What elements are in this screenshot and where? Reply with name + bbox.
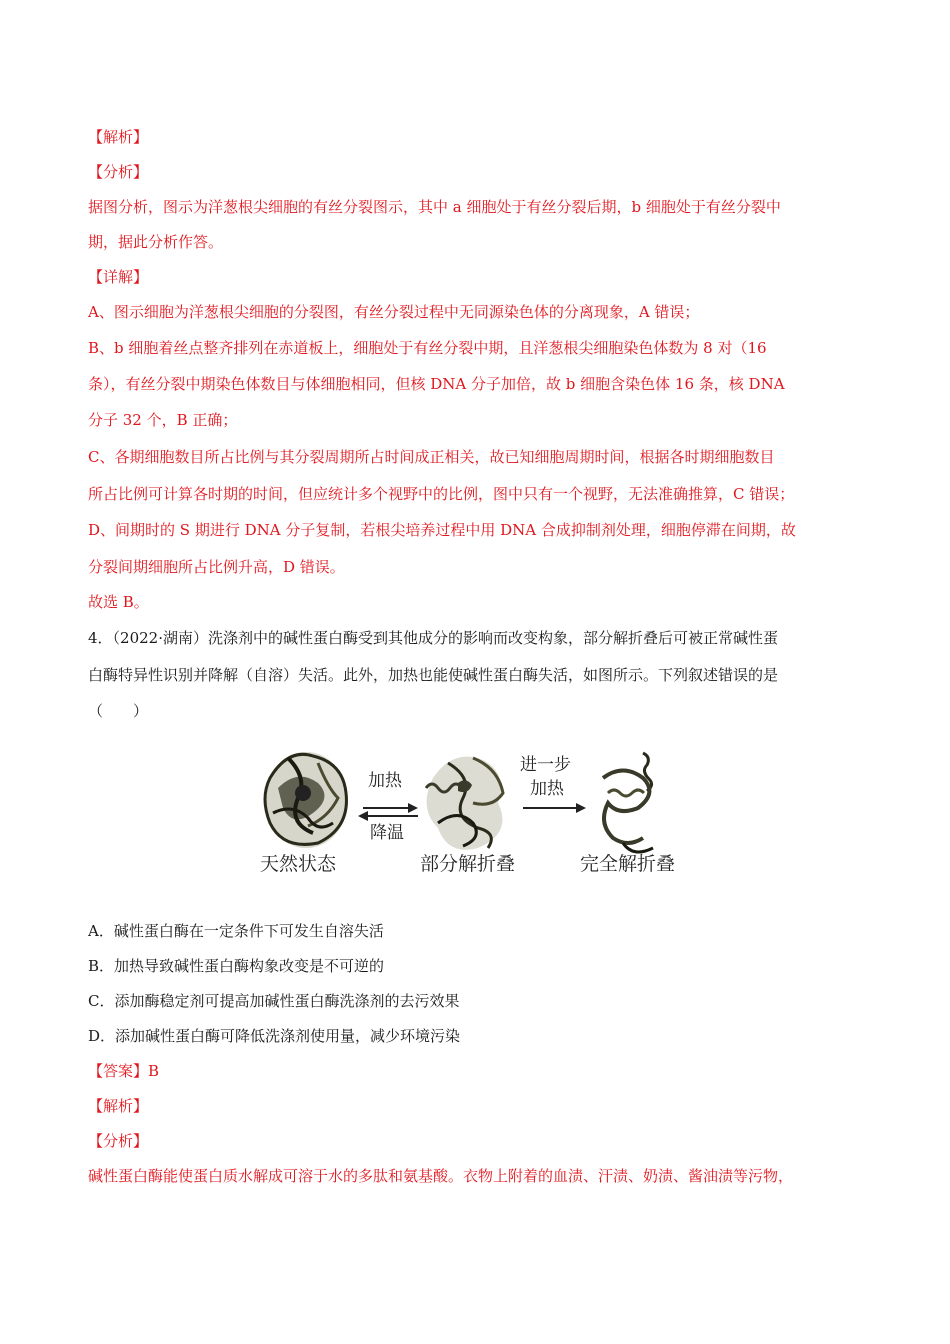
label-partial-unfolded: 部分解折叠	[420, 853, 516, 875]
option-c: C．添加酶稳定剂可提高加碱性蛋白酶洗涤剂的去污效果	[88, 992, 460, 1010]
detail-a-line-1: A、图示细胞为洋葱根尖细胞的分裂图，有丝分裂过程中无同源染色体的分离现象，A 错误；	[88, 303, 700, 321]
detail-d-line-1: D、间期时的 S 期进行 DNA 分子复制，若根尖培养过程中用 DNA 合成抑制剂处理，细胞停滞在间期，故	[88, 521, 796, 539]
partial-unfolded-protein-icon	[426, 757, 503, 850]
detail-d-line-2: 分裂间期细胞所占比例升高，D 错误。	[88, 558, 345, 576]
native-state-protein-icon	[264, 752, 348, 848]
label-fully-unfolded: 完全解折叠	[580, 853, 676, 875]
analysis-line-1: 据图分析，图示为洋葱根尖细胞的有丝分裂图示，其中 a 细胞处于有丝分裂后期，b 细胞处于有丝分裂中	[88, 198, 781, 216]
q4-analysis-line-1: 碱性蛋白酶能使蛋白质水解成可溶于水的多肽和氨基酸。衣物上附着的血渍、汗渍、奶渍、酱油渍等污物，	[88, 1167, 794, 1185]
heading-xiangjie: 【详解】	[88, 268, 149, 286]
single-arrow-icon	[523, 803, 586, 813]
arrow2-bottom-label: 加热	[530, 779, 564, 799]
arrow1-top-label: 加热	[368, 771, 402, 791]
q4-heading-fenxi: 【分析】	[88, 1132, 149, 1150]
detail-b-line-1: B、b 细胞着丝点整齐排列在赤道板上，细胞处于有丝分裂中期，且洋葱根尖细胞染色体数为 8 对（16	[88, 339, 767, 357]
detail-c-line-1: C、各期细胞数目所占比例与其分裂周期所占时间成正相关，故已知细胞周期时间，根据各时期细胞数目	[88, 448, 775, 466]
answer-value: B	[148, 1062, 160, 1080]
option-b: B．加热导致碱性蛋白酶构象改变是不可逆的	[88, 957, 385, 975]
detail-c-line-2: 所占比例可计算各时期的时间，但应统计多个视野中的比例，图中只有一个视野，无法准确推算，C 错误；	[88, 485, 795, 503]
fully-unfolded-protein-icon	[603, 753, 653, 852]
label-native-state: 天然状态	[260, 853, 337, 875]
question-4-stem-line-2: 白酶特异性识别并降解（自溶）失活。此外，加热也能使碱性蛋白酶失活，如图所示。下列叙述错误的是	[88, 666, 779, 684]
arrow2-top-label: 进一步	[520, 755, 571, 775]
answer-line	[88, 1061, 878, 1081]
question-4-stem-line-1: 4．（2022·湖南）洗涤剂中的碱性蛋白酶受到其他成分的影响而改变构象，部分解折叠后可被正常碱性蛋	[88, 629, 778, 647]
heading-fenxi: 【分析】	[88, 163, 149, 181]
detail-b-line-3: 分子 32 个，B 正确；	[88, 411, 238, 429]
heading-jiexi: 【解析】	[88, 128, 149, 146]
option-a: A．碱性蛋白酶在一定条件下可发生自溶失活	[88, 922, 384, 940]
answer-label: 【答案】	[88, 1062, 149, 1080]
detail-b-line-2: 条），有丝分裂中期染色体数目与体细胞相同，但核 DNA 分子加倍，故 b 细胞含染色体 16 条，核 DNA	[88, 375, 785, 393]
analysis-line-2: 期，据此分析作答。	[88, 233, 224, 251]
q4-heading-jiexi: 【解析】	[88, 1097, 149, 1115]
reversible-arrow-icon	[358, 803, 418, 821]
protein-unfolding-figure	[258, 738, 694, 888]
arrow1-bottom-label: 降温	[370, 823, 404, 843]
question-4-stem-line-3: （ ）	[88, 702, 149, 720]
conclusion: 故选 B。	[88, 593, 149, 611]
option-d: D．添加碱性蛋白酶可降低洗涤剂使用量，减少环境污染	[88, 1027, 461, 1045]
